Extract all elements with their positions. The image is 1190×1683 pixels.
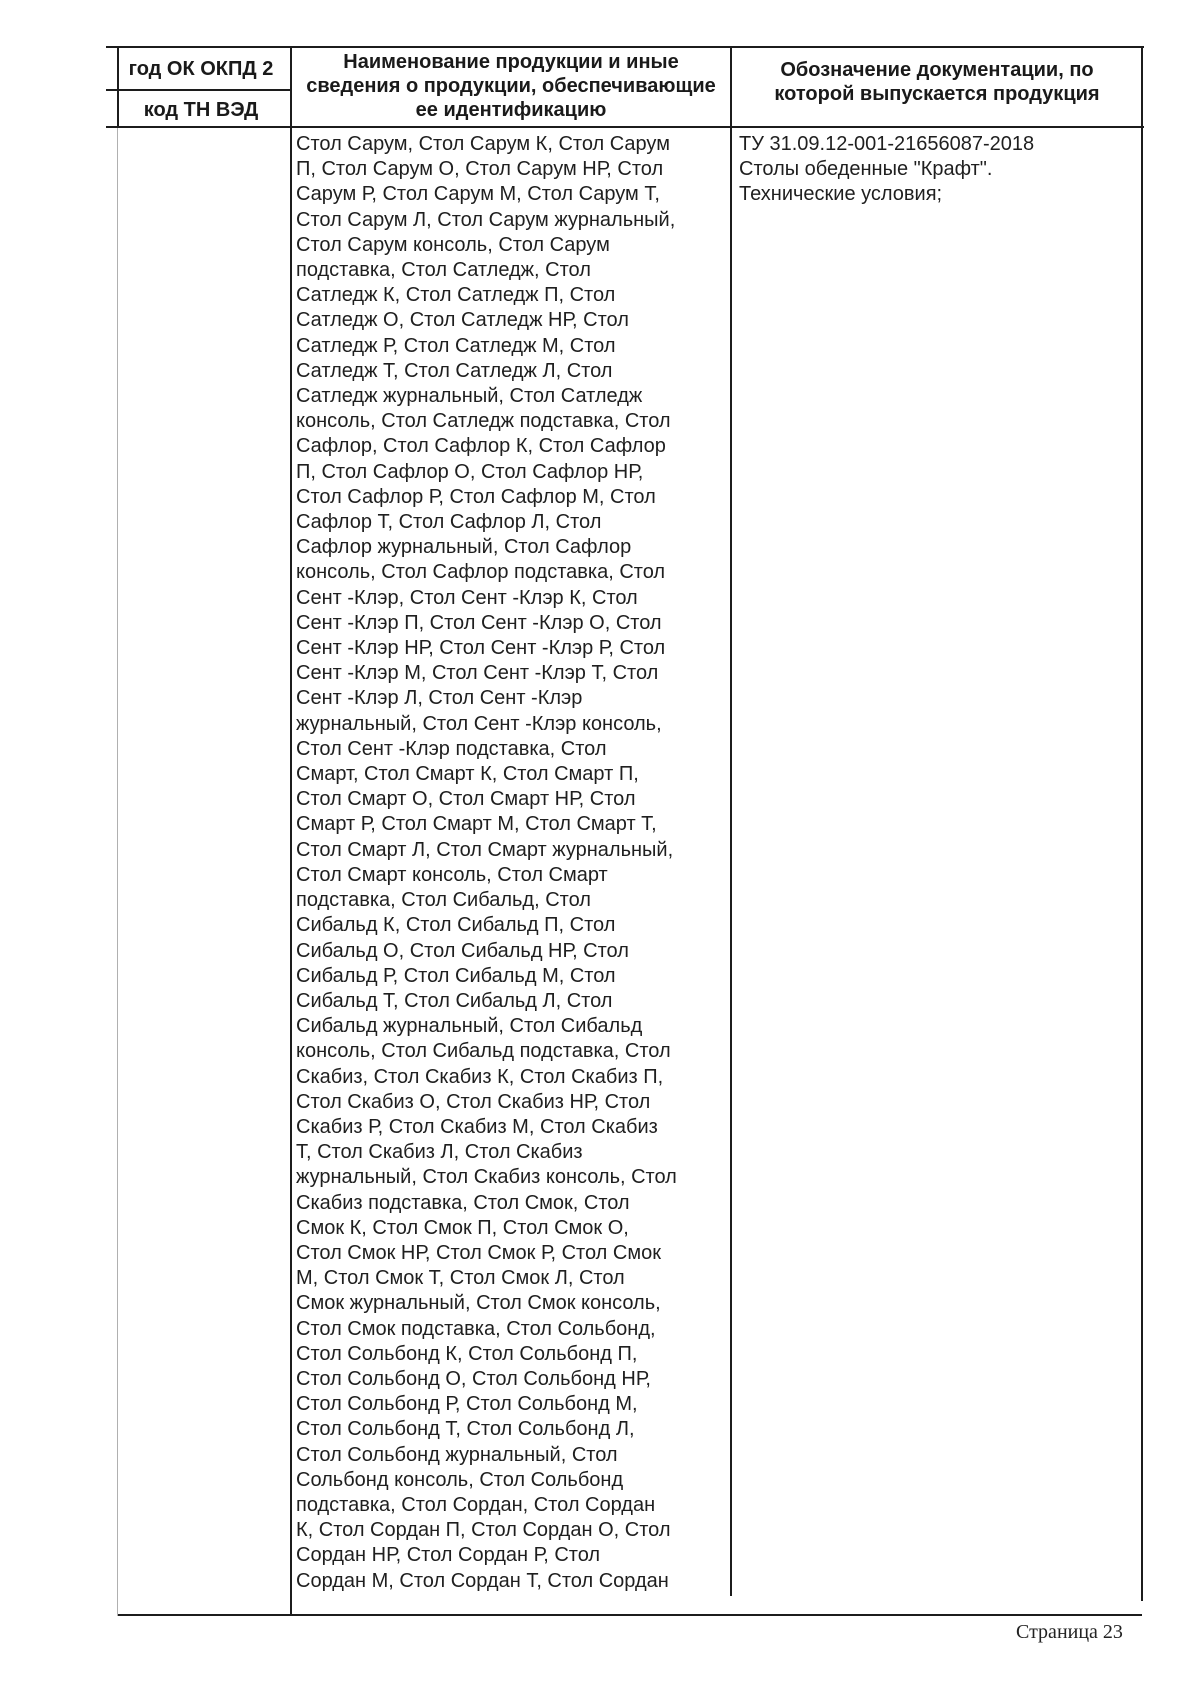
product-name-cell: Стол Сарум, Стол Сарум К, Стол Сарум П, Стол Сарум О, Стол Сарум НР, Стол Сарум Р, Стол Сарум М, Стол Сарум Т, Стол Сарум Л, Стол Сарум журнальный, Стол Сарум консоль, Стол Сарум подставка, Стол Сатледж, Стол Сатледж К, Стол Сатледж П, Стол Сатледж О, Стол Сатледж НР, Стол Сатледж Р, Стол Сатледж М, Стол Сатледж Т, Стол Сатледж Л, Стол Сатледж журнальный, Стол Сатледж консоль, Стол Сатледж подставка, Стол Сафлор, Стол Сафлор К, Стол Сафлор П, Стол Сафлор О, Стол Сафлор НР, Стол Сафлор Р, Стол Сафлор М, Стол Сафлор Т, Стол Сафлор Л, Стол Сафлор журнальный, Стол Сафлор консоль, Стол Сафлор подставка, Стол Сент -Клэр, Стол Сент -Клэр К, Стол Сент -Клэр П, Стол Сент -Клэр О, Стол Сент -Клэр НР, Стол Сент -Клэр Р, Стол Сент -Клэр М, Стол Сент -Клэр Т, Стол Сент -Клэр Л, Стол Сент -Клэр журнальный, Стол Сент -Клэр консоль, Стол Сент -Клэр подставка, Стол Смарт, Стол Смарт К, Стол Смарт П, Стол Смарт О, Стол Смарт НР, Стол Смарт Р, Стол Смарт М, Стол Смарт Т, Стол Смарт Л, Стол Смарт журнальный, Стол Смарт консоль, Стол Смарт подставка, Стол Сибальд, Стол Сибальд К, Стол Сибальд П, Стол Сибальд О, Стол Сибальд НР, Стол Сибальд Р, Стол Сибальд М, Стол Сибальд Т, Стол Сибальд Л, Стол Сибальд журнальный, Стол Сибальд консоль, Стол Сибальд подставка, Стол Скабиз, Стол Скабиз К, Стол Скабиз П, Стол Скабиз О, Стол Скабиз НР, Стол Скабиз Р, Стол Скабиз М, Стол Скабиз Т, Стол Скабиз Л, Стол Скабиз журнальный, Стол Скабиз консоль, Стол Скабиз подставка, Стол Смок, Стол Смок К, Стол Смок П, Стол Смок О, Стол Смок НР, Стол Смок Р, Стол Смок М, Стол Смок Т, Стол Смок Л, Стол Смок журнальный, Стол Смок консоль, Стол Смок подставка, Стол Сольбонд, Стол Сольбонд К, Стол Сольбонд П, Стол Сольбонд О, Стол Сольбонд НР, Стол Сольбонд Р, Стол Сольбонд М, Стол Сольбонд Т, Стол Сольбонд Л, Стол Сольбонд журнальный, Стол Сольбонд консоль, Стол Сольбонд подставка, Стол Сордан, Стол Сордан К, Стол Сордан П, Стол Сордан О, Стол Сордан НР, Стол Сордан Р, Стол Сордан М, Стол Сордан Т, Стол Сордан bbox=[296, 133, 677, 1592]
table-right-border bbox=[1141, 46, 1143, 1601]
page-number: Страница 23 bbox=[1016, 1621, 1123, 1643]
header-okpd-code: год ОК ОКПД 2 bbox=[128, 58, 274, 80]
table-bottom-border bbox=[118, 1614, 1142, 1616]
header-bottom-border bbox=[106, 126, 1144, 128]
table-left-border-lower bbox=[117, 126, 118, 1616]
column-divider-1 bbox=[290, 46, 292, 1616]
code-header-divider bbox=[106, 89, 291, 91]
documentation-cell: ТУ 31.09.12-001-21656087-2018 Столы обеденные "Крафт". Технические условия; bbox=[739, 133, 1035, 206]
column-divider-2 bbox=[730, 46, 732, 1596]
table-top-border bbox=[106, 46, 1144, 48]
header-documentation: Обозначение документации, по которой выпускается продукция bbox=[774, 59, 1100, 105]
header-product-name: Наименование продукции и иные сведения о продукции, обеспечивающие ее идентификацию bbox=[306, 51, 716, 121]
header-tnved-code: код ТН ВЭД bbox=[143, 99, 259, 121]
